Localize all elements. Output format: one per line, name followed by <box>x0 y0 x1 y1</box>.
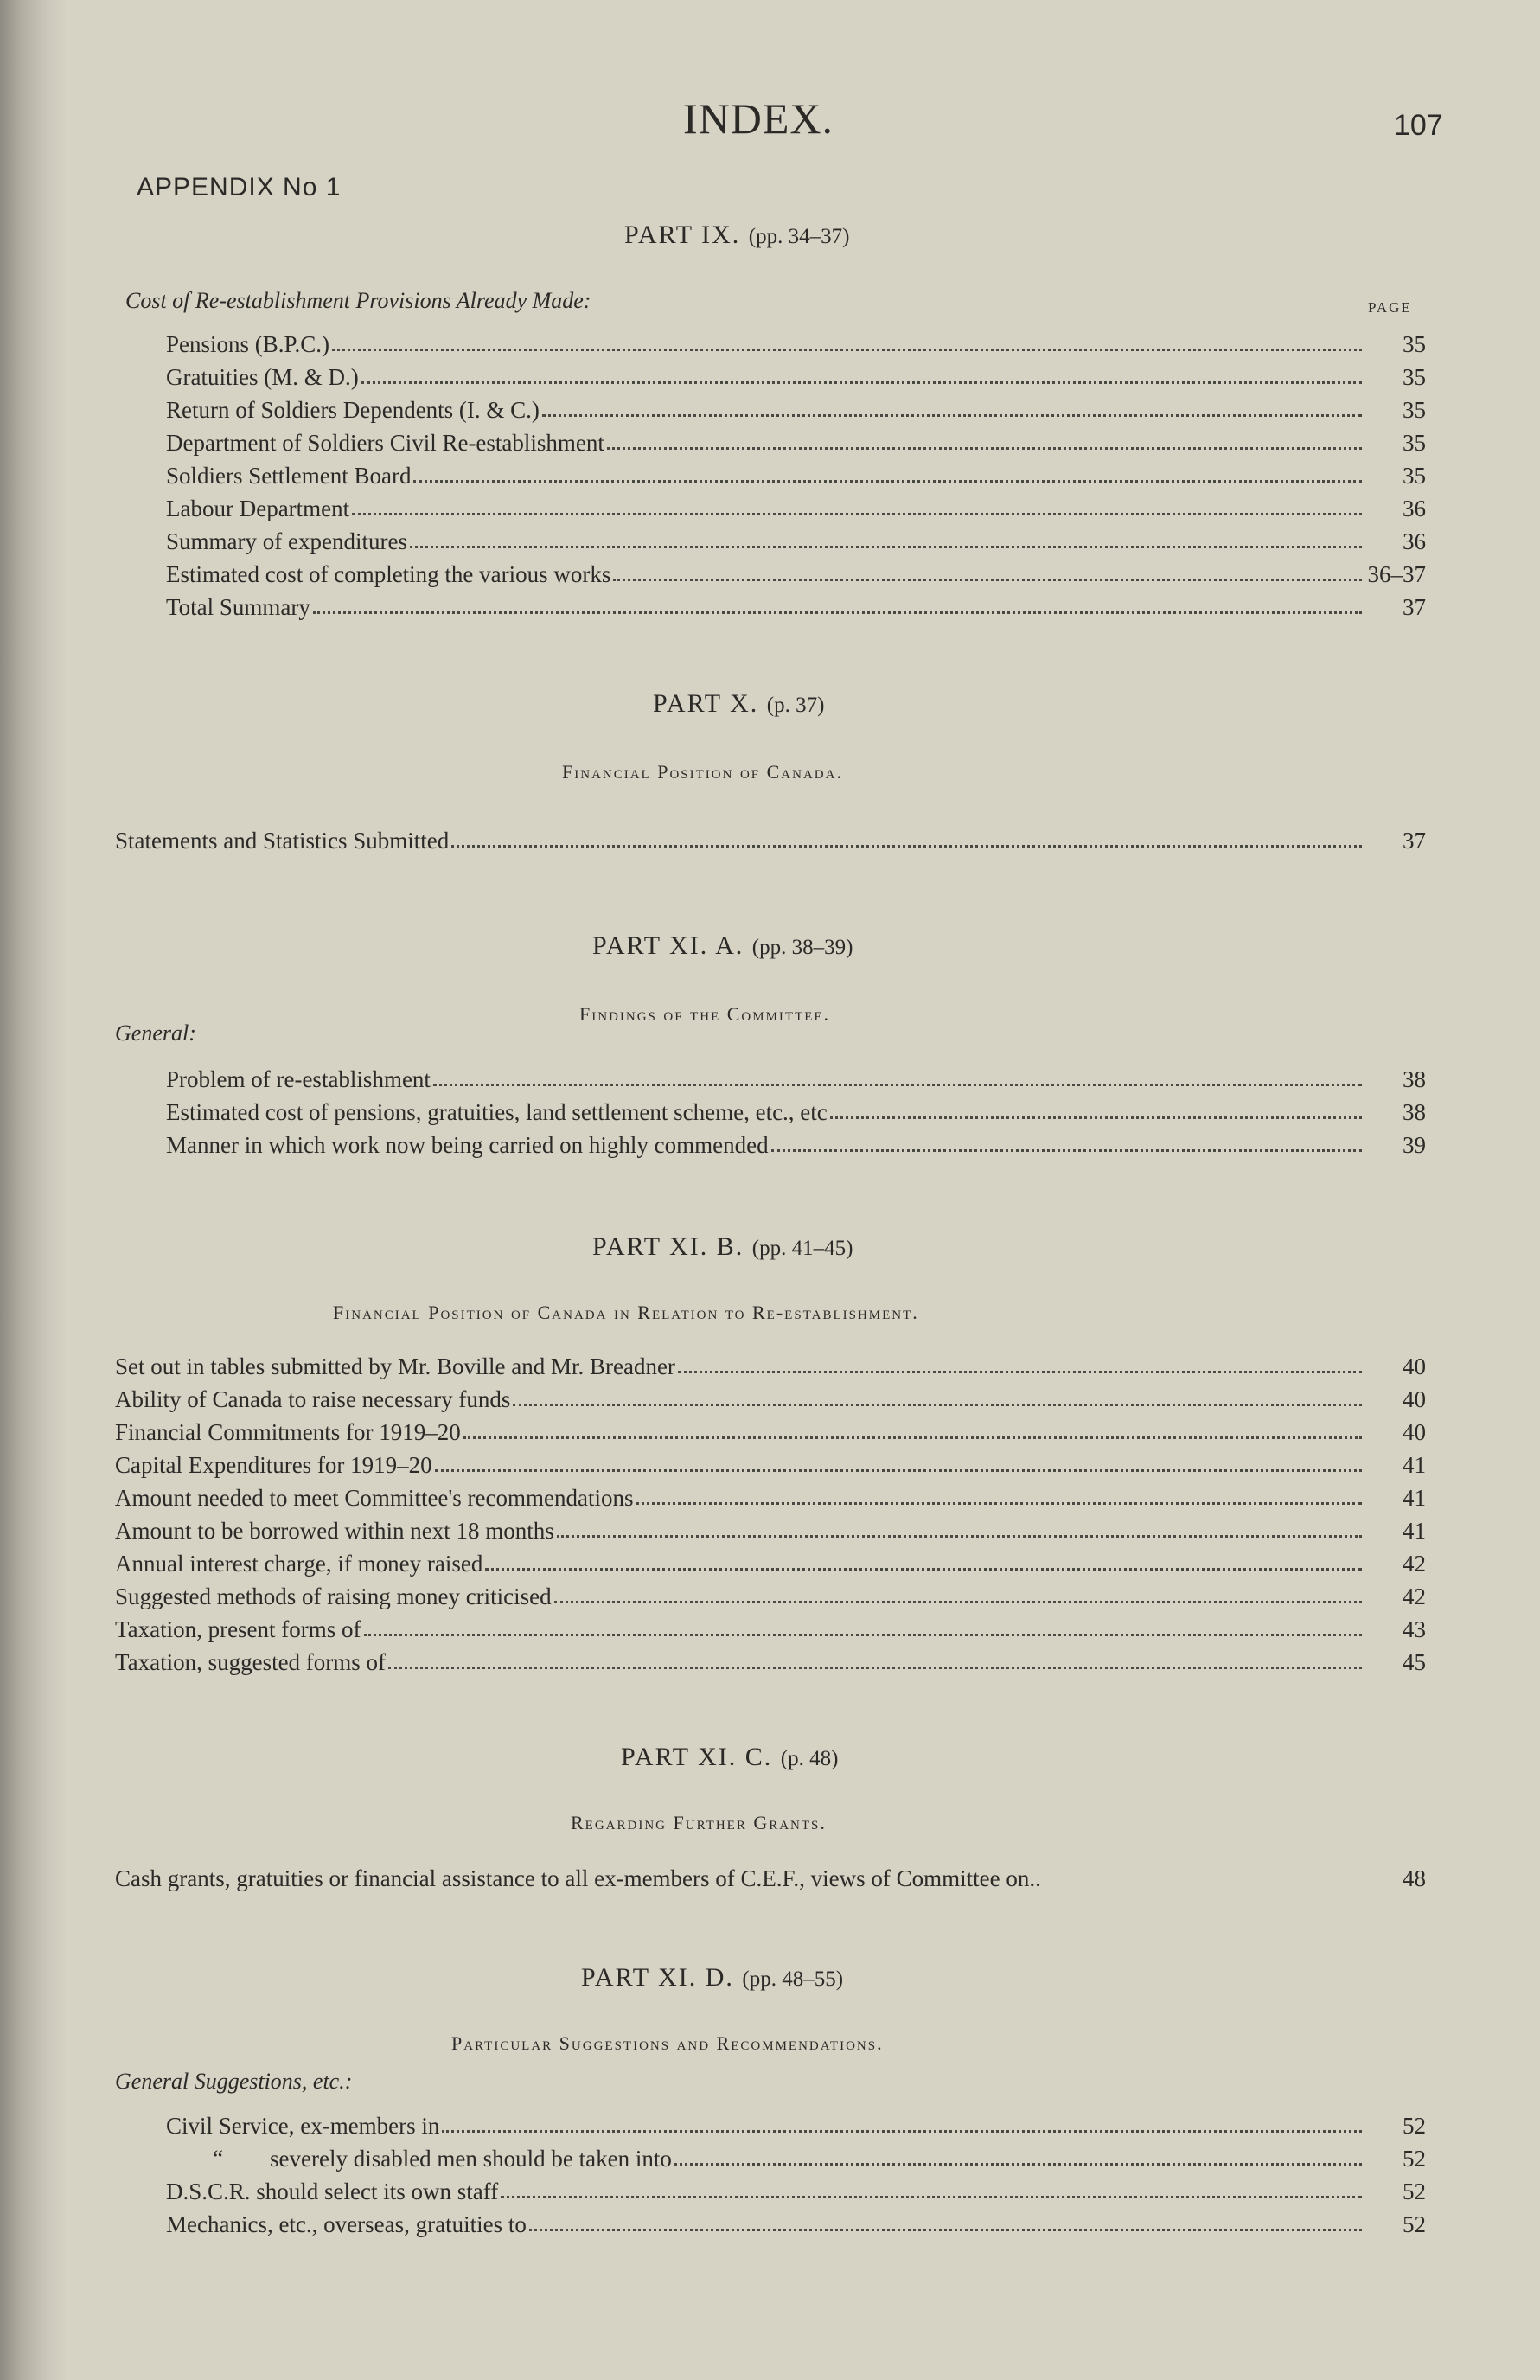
entry-text: Ability of Canada to raise necessary funds <box>115 1386 511 1412</box>
part-xi-c-heading <box>621 1743 838 1772</box>
entry-text: Amount needed to meet Committee's recommendations <box>115 1485 634 1511</box>
dot-leader <box>501 2196 1362 2198</box>
index-entry <box>115 1445 1426 1478</box>
page-column-label: PAGE <box>1368 299 1412 316</box>
part-xi-d-subheading: Particular Suggestions and Recommendations. <box>451 2032 884 2054</box>
entry-text: Department of Soldiers Civil Re-establishment <box>166 430 604 456</box>
index-entry <box>115 1412 1426 1445</box>
entry-page: 35 <box>1403 364 1426 390</box>
part-x-heading <box>653 689 824 719</box>
entry-page: 35 <box>1403 463 1426 489</box>
index-entry <box>166 2139 1426 2172</box>
index-entry <box>115 1865 1426 1892</box>
entry-text: D.S.C.R. should select its own staff <box>166 2178 499 2204</box>
dot-leader <box>678 1371 1362 1373</box>
part-xi-b-subheading: Financial Position of Canada in Relation to Re-establishment. <box>333 1302 919 1323</box>
entry-page: 43 <box>1403 1616 1426 1642</box>
dot-leader <box>313 611 1362 614</box>
part-xi-d-section-label: General Suggestions, etc.: <box>115 2069 353 2094</box>
dot-leader <box>485 1568 1362 1571</box>
entry-page: 41 <box>1403 1452 1426 1478</box>
entry-page: 40 <box>1403 1419 1426 1445</box>
appendix-label: APPENDIX No 1 <box>137 173 342 202</box>
part-xi-b-pages: (pp. 41–45) <box>751 1237 853 1260</box>
entry-page: 35 <box>1403 397 1426 423</box>
index-entry <box>115 1642 1426 1675</box>
dot-leader <box>463 1436 1362 1439</box>
entry-page: 52 <box>1403 2211 1426 2237</box>
part-xi-d-title: PART XI. D. <box>581 1963 734 1992</box>
entry-page: 48 <box>1403 1865 1426 1891</box>
entry-page: 40 <box>1403 1386 1426 1412</box>
index-entry <box>166 2172 1426 2204</box>
part-x-subheading: Financial Position of Canada. <box>562 761 843 783</box>
index-entry <box>115 1347 1426 1379</box>
entry-page: 41 <box>1403 1485 1426 1511</box>
index-entry <box>166 2204 1426 2237</box>
index-entry <box>166 357 1426 390</box>
entry-text: Summary of expenditures <box>166 528 407 554</box>
dot-leader <box>442 2130 1362 2133</box>
dot-leader <box>542 414 1362 417</box>
index-entry <box>166 554 1426 587</box>
entry-text: Financial Commitments for 1919–20 <box>115 1419 461 1445</box>
index-entry <box>166 1059 1426 1092</box>
index-entry <box>166 1125 1426 1158</box>
index-entry <box>166 390 1426 423</box>
index-entry <box>115 1379 1426 1412</box>
dot-leader <box>771 1149 1362 1152</box>
entry-text: Taxation, suggested forms of <box>115 1649 387 1675</box>
entry-page: 42 <box>1403 1551 1426 1577</box>
index-entry <box>166 1092 1426 1125</box>
running-title: INDEX. <box>683 94 834 143</box>
entry-page: 52 <box>1403 2178 1426 2204</box>
part-xi-a-title: PART XI. A. <box>592 931 744 960</box>
entry-text: Return of Soldiers Dependents (I. & C.) <box>166 397 540 423</box>
entry-text: Mechanics, etc., overseas, gratuities to <box>166 2211 527 2237</box>
part-ix-section-label: Cost of Re-establishment Provisions Already Made: <box>125 288 591 313</box>
entry-text: Cash grants, gratuities or financial assistance to all ex-members of C.E.F., views of Committee on.. <box>115 1865 1041 1891</box>
entry-text: Estimated cost of completing the various works <box>166 561 611 587</box>
entry-text: Problem of re-establishment <box>166 1066 431 1092</box>
entry-text: Gratuities (M. & D.) <box>166 364 359 390</box>
index-entry <box>115 1544 1426 1577</box>
page-number: 107 <box>1394 109 1443 142</box>
part-xi-c-subheading: Regarding Further Grants. <box>571 1812 827 1833</box>
index-entry <box>115 1609 1426 1642</box>
part-ix-heading <box>624 221 849 250</box>
dot-leader <box>361 381 1362 384</box>
entry-page: 45 <box>1403 1649 1426 1675</box>
dot-leader <box>557 1535 1362 1538</box>
entry-page: 52 <box>1403 2146 1426 2172</box>
dot-leader <box>332 349 1362 351</box>
entry-text: Amount to be borrowed within next 18 months <box>115 1518 554 1544</box>
index-entry <box>115 1511 1426 1544</box>
entry-page: 35 <box>1403 430 1426 456</box>
dot-leader <box>613 579 1362 581</box>
entry-text: Labour Department <box>166 496 350 521</box>
entry-page: 42 <box>1403 1583 1426 1609</box>
dot-leader <box>364 1634 1362 1636</box>
entry-text: Taxation, present forms of <box>115 1616 361 1642</box>
entry-page: 37 <box>1403 828 1426 854</box>
part-xi-a-subheading: Findings of the Committee. <box>579 1003 831 1025</box>
dot-leader <box>554 1601 1362 1603</box>
index-entry <box>115 1478 1426 1511</box>
entry-page: 41 <box>1403 1518 1426 1544</box>
dot-leader <box>513 1404 1362 1406</box>
dot-leader <box>435 1469 1362 1472</box>
entry-page: 39 <box>1403 1132 1426 1158</box>
dot-leader <box>674 2163 1362 2166</box>
index-entry <box>166 456 1426 489</box>
dot-leader <box>830 1116 1362 1119</box>
dot-leader <box>388 1667 1362 1669</box>
part-xi-c-title: PART XI. C. <box>621 1743 773 1771</box>
part-ix-pages: (pp. 34–37) <box>748 225 850 248</box>
entry-page: 38 <box>1403 1099 1426 1125</box>
entry-text: Total Summary <box>166 594 310 620</box>
dot-leader <box>451 845 1362 848</box>
index-entry <box>166 489 1426 521</box>
dot-leader <box>529 2229 1362 2231</box>
part-xi-b-heading <box>592 1232 853 1262</box>
entry-text: Soldiers Settlement Board <box>166 463 412 489</box>
index-entry <box>166 587 1426 620</box>
part-xi-d-heading <box>581 1963 843 1993</box>
part-xi-a-pages: (pp. 38–39) <box>751 936 853 959</box>
entry-text: Pensions (B.P.C.) <box>166 331 330 357</box>
part-xi-b-title: PART XI. B. <box>592 1232 744 1261</box>
entry-page: 40 <box>1403 1353 1426 1379</box>
entry-text: Statements and Statistics Submitted <box>115 828 450 854</box>
entry-text: Annual interest charge, if money raised <box>115 1551 483 1577</box>
entry-text: Civil Service, ex-members in <box>166 2113 440 2139</box>
entry-page: 38 <box>1403 1066 1426 1092</box>
dot-leader <box>607 447 1362 450</box>
part-xi-a-heading <box>592 931 853 961</box>
index-entry <box>166 521 1426 554</box>
part-xi-c-pages: (p. 48) <box>780 1747 839 1770</box>
index-entry <box>166 423 1426 456</box>
dot-leader <box>352 513 1362 515</box>
dot-leader <box>413 480 1362 483</box>
index-entry <box>115 1577 1426 1609</box>
dot-leader <box>410 546 1362 548</box>
entry-page: 37 <box>1403 594 1426 620</box>
entry-text: severely disabled men should be taken into <box>270 2146 672 2172</box>
entry-text: Capital Expenditures for 1919–20 <box>115 1452 432 1478</box>
dot-leader <box>433 1084 1362 1086</box>
part-x-title: PART X. <box>653 689 759 718</box>
entry-text: Set out in tables submitted by Mr. Boville and Mr. Breadner <box>115 1353 675 1379</box>
entry-page: 36–37 <box>1367 561 1426 587</box>
entry-text: Manner in which work now being carried on highly commended <box>166 1132 769 1158</box>
entry-page: 36 <box>1403 496 1426 521</box>
part-xi-d-pages: (pp. 48–55) <box>742 1967 844 1991</box>
dot-leader <box>636 1502 1362 1505</box>
entry-text: Estimated cost of pensions, gratuities, land settlement scheme, etc., etc <box>166 1099 828 1125</box>
index-entry <box>166 324 1426 357</box>
entry-page: 35 <box>1403 331 1426 357</box>
entry-text: Suggested methods of raising money criticised <box>115 1583 552 1609</box>
part-xi-a-section-label: General: <box>115 1020 196 1046</box>
index-entry <box>166 2106 1426 2139</box>
part-x-pages: (p. 37) <box>766 694 825 717</box>
index-entry <box>115 821 1426 854</box>
entry-page: 52 <box>1403 2113 1426 2139</box>
entry-page: 36 <box>1403 528 1426 554</box>
ditto-mark: “ <box>213 2146 223 2172</box>
part-ix-title: PART IX. <box>624 221 741 249</box>
